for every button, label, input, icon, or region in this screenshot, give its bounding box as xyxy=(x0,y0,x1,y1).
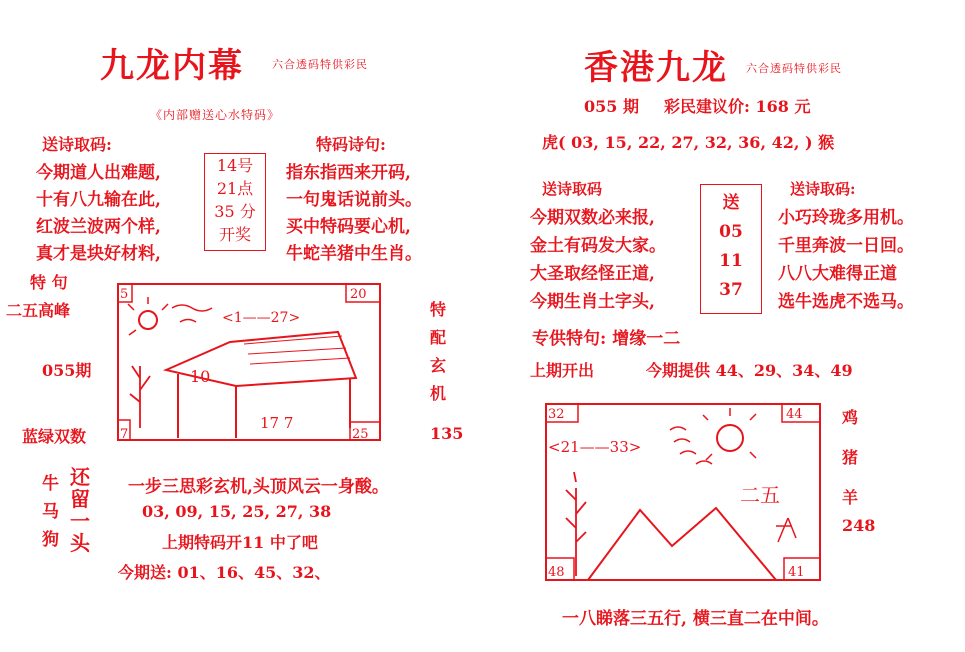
poem-line: 真才是块好材料, xyxy=(36,244,161,264)
box-line: 05 xyxy=(719,222,743,242)
poem-line: 小巧玲珑多用机。 xyxy=(778,208,914,228)
left-special-label: 特 句 xyxy=(30,273,68,292)
keep-char: 头 xyxy=(70,531,92,555)
box-line: 37 xyxy=(719,280,743,300)
time-minute: 35 分 xyxy=(214,202,256,221)
animal: 牛 xyxy=(42,474,59,494)
right-bottom-line: 一八睇落三五行, 横三直二在中间。 xyxy=(562,609,829,629)
right-special-line: 专供特句: 增缘一二 xyxy=(532,329,681,349)
poem-line: 牛蛇羊猪中生肖。 xyxy=(286,244,422,264)
left-vertical-number: 135 xyxy=(430,424,464,443)
left-line4: 今期送: 01、16、45、32、 xyxy=(118,563,331,582)
right-last-period: 上期开出 xyxy=(530,361,595,380)
keep-char: 一 xyxy=(70,509,92,533)
left-poem-b xyxy=(286,160,422,268)
drawing-label-bl: 48 xyxy=(548,565,565,580)
right-mountain-drawing xyxy=(540,398,826,584)
left-vertical-right xyxy=(430,296,446,408)
time-label: 开奖 xyxy=(218,225,251,244)
vertical-char: 玄 xyxy=(430,356,447,375)
drawing-label-br: 25 xyxy=(352,427,369,442)
vertical-char: 配 xyxy=(430,328,447,347)
animal: 羊 xyxy=(842,488,859,507)
right-poem-a xyxy=(530,204,666,316)
poem-line: 金土有码发大家。 xyxy=(530,236,666,256)
time-day: 14号 xyxy=(216,156,254,175)
drawing-label-center: <1——27> xyxy=(222,310,301,326)
animal: 马 xyxy=(42,502,59,522)
poem-line: 八八大难得正道 xyxy=(778,264,897,284)
keep-char: 留 xyxy=(70,487,92,511)
right-poem-heading-b: 送诗取码: xyxy=(790,180,856,198)
poem-line: 指东指西来开码, xyxy=(286,163,411,183)
drawing-label-row: 17 7 xyxy=(260,414,294,432)
right-animals-vertical xyxy=(842,398,858,518)
left-time-box xyxy=(204,153,266,251)
vertical-char: 特 xyxy=(430,300,447,319)
left-special-phrase: 二五高峰 xyxy=(6,301,71,320)
left-color-tip: 蓝绿双数 xyxy=(22,427,87,446)
poem-line: 千里奔波一日回。 xyxy=(778,236,914,256)
left-line3: 上期特码开11 中了吧 xyxy=(162,533,318,552)
drawing-label-tr: 20 xyxy=(350,287,367,302)
keep-char: 还 xyxy=(70,465,92,489)
left-keep-animals xyxy=(42,470,59,554)
right-price: 彩民建议价: 168 元 xyxy=(664,97,811,116)
poem-line: 大圣取经怪正道, xyxy=(530,264,655,284)
vertical-char: 机 xyxy=(430,384,447,403)
right-poem-heading-a: 送诗取码 xyxy=(542,180,603,198)
drawing-label-tl: 5 xyxy=(120,287,129,302)
left-subtitle: 六合透码特供彩民 xyxy=(272,58,368,71)
left-poem-heading-b: 特码诗句: xyxy=(316,135,386,154)
poem-line: 一句鬼话说前头。 xyxy=(286,190,422,210)
drawing-label-mid: 10 xyxy=(190,367,211,386)
drawing-label-tl: 32 xyxy=(548,407,565,422)
drawing-label-tr: 44 xyxy=(786,407,803,422)
drawing-label-br: 41 xyxy=(788,565,805,580)
right-numbers-line: 虎( 03, 15, 22, 27, 32, 36, 42, ) 猴 xyxy=(542,133,835,152)
poem-line: 今期道人出难题, xyxy=(36,163,161,183)
box-line: 11 xyxy=(719,251,743,271)
right-issue: 055 期 xyxy=(584,97,639,116)
right-gift-box xyxy=(700,184,762,314)
left-keep-phrase xyxy=(70,466,92,554)
poem-line: 买中特码要心机, xyxy=(286,217,411,237)
right-poem-b xyxy=(778,204,914,316)
left-line2: 03, 09, 15, 25, 27, 38 xyxy=(142,502,332,521)
left-title: 九龙内幕 xyxy=(100,46,244,86)
animal: 鸡 xyxy=(842,408,859,427)
poem-line: 十有八九输在此, xyxy=(36,190,161,210)
right-animals-number: 248 xyxy=(842,516,876,535)
right-subtitle: 六合透码特供彩民 xyxy=(746,62,842,75)
left-issue: 055期 xyxy=(42,361,92,380)
animal: 狗 xyxy=(42,530,59,550)
right-provide: 今期提供 44、29、34、49 xyxy=(646,361,853,380)
box-line: 送 xyxy=(722,193,740,213)
left-poem-heading-a: 送诗取码: xyxy=(42,135,112,154)
poem-line: 红波兰波两个样, xyxy=(36,217,161,237)
left-house-drawing xyxy=(110,278,390,446)
drawing-label-center: <21——33> xyxy=(548,438,642,456)
drawing-label-mid: 二五 xyxy=(740,483,780,507)
poem-line: 今期双数必来报, xyxy=(530,208,655,228)
drawing-label-bl: 7 xyxy=(120,427,129,442)
poem-line: 今期生肖土字头, xyxy=(530,292,655,312)
time-hour: 21点 xyxy=(216,179,254,198)
animal: 猪 xyxy=(842,448,859,467)
left-line1: 一步三思彩玄机,头顶风云一身酸。 xyxy=(128,477,389,497)
left-poem-a xyxy=(36,160,161,268)
left-inner-title: 《内部赠送心水特码》 xyxy=(150,108,281,122)
poem-line: 选牛选虎不选马。 xyxy=(778,292,914,312)
right-title: 香港九龙 xyxy=(584,48,728,88)
